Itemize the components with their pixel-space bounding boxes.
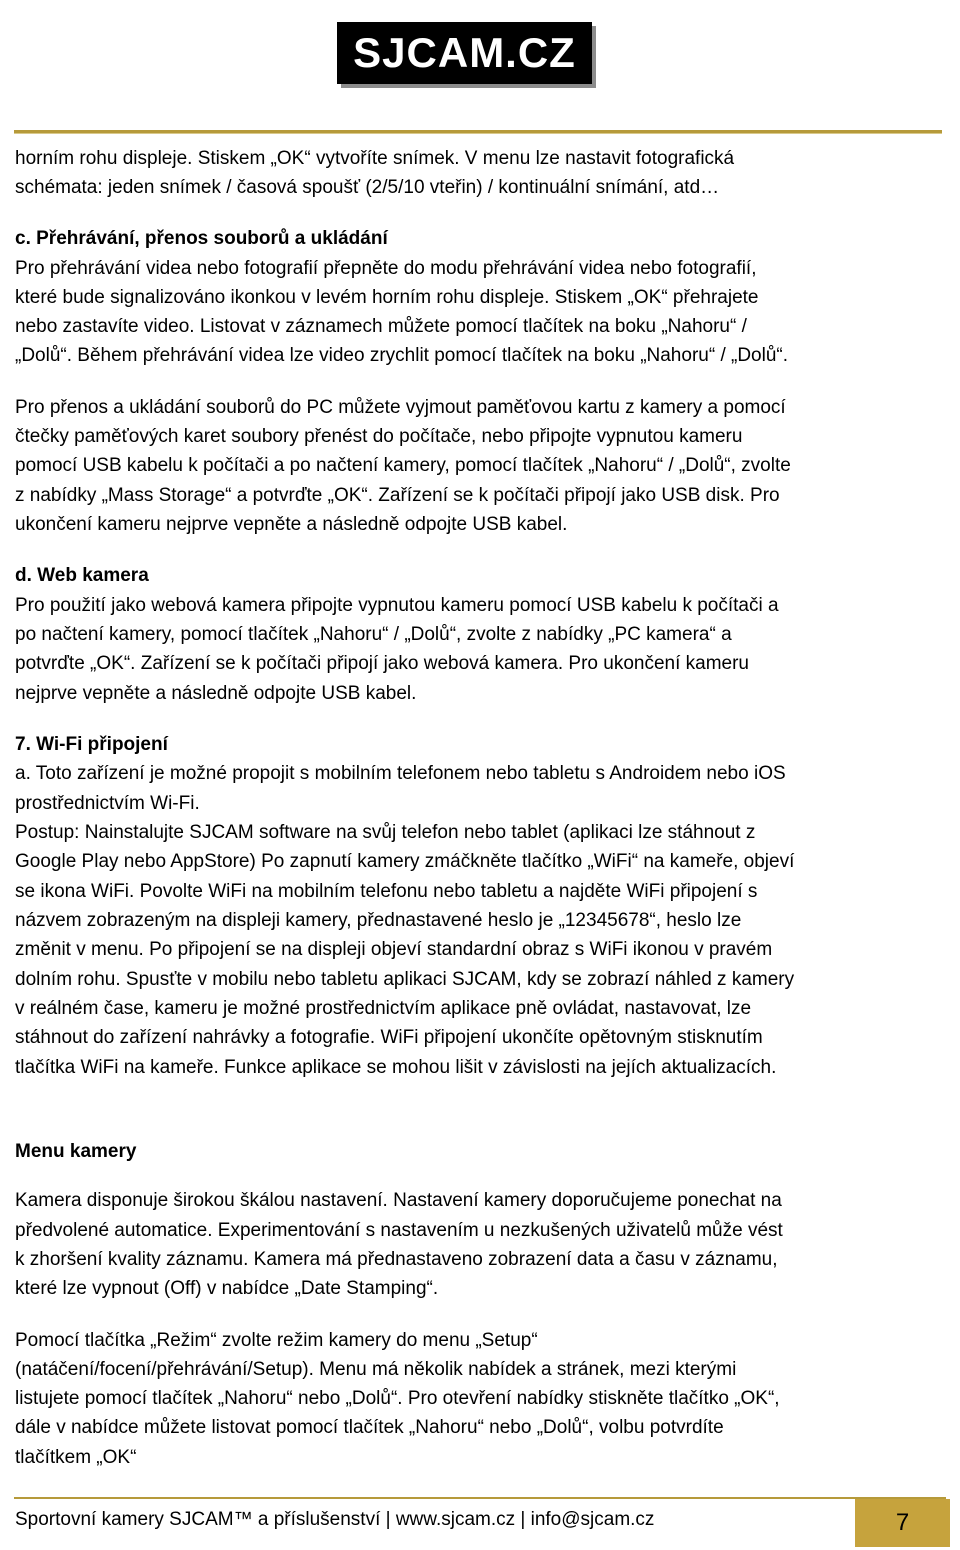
text-line: potvrďte „OK“. Zařízení se k počítači připojí jako webová kamera. Pro ukončení kameru — [15, 653, 749, 674]
logo — [337, 22, 592, 84]
text-line: tlačítkem „OK“ — [15, 1447, 137, 1468]
text-line: změnit v menu. Po připojení se na displeji objeví standardní obraz s WiFi ikonou v pravém — [15, 939, 773, 960]
text-line: „Dolů“. Během přehrávání videa lze video zrychlit pomocí tlačítek na boku „Nahoru“ / „Dolů“. — [15, 345, 789, 366]
text-line: dolním rohu. Spusťte v mobilu nebo tabletu aplikaci SJCAM, kdy se zobrazí náhled z kamery — [15, 969, 795, 990]
text-line: k zhoršení kvality záznamu. Kamera má přednastaveno zobrazení data a času v záznamu, — [15, 1249, 778, 1270]
logo-text: SJCAM.CZ — [337, 22, 592, 84]
text-line: které lze vypnout (Off) v nabídce „Date Stamping“. — [15, 1278, 439, 1299]
text-line: prostřednictvím Wi-Fi. — [15, 793, 200, 814]
section-heading: c. Přehrávání, přenos souborů a ukládání — [15, 228, 388, 249]
text-line: listujete pomocí tlačítek „Nahoru“ nebo „Dolů“. Pro otevření nabídky stiskněte tlačítko „OK“, — [15, 1388, 780, 1409]
text-line: tlačítka WiFi na kameře. Funkce aplikace se mohou lišit v závislosti na jejích aktualizacích. — [15, 1057, 777, 1078]
text-line: dále v nabídce můžete listovat pomocí tlačítek „Nahoru“ nebo „Dolů“, volbu potvrdíte — [15, 1417, 724, 1438]
footer-text: Sportovní kamery SJCAM™ a příslušenství | www.sjcam.cz | info@sjcam.cz — [15, 1509, 655, 1530]
section-heading: d. Web kamera — [15, 565, 149, 586]
text-line: schémata: jeden snímek / časová spoušť (2/5/10 vteřin) / kontinuální snímání, atd… — [15, 177, 720, 198]
text-line: a. Toto zařízení je možné propojit s mobilním telefonem nebo tabletu s Androidem nebo iOS — [15, 763, 786, 784]
text-line: Pro použití jako webová kamera připojte vypnutou kameru pomocí USB kabelu k počítači a — [15, 595, 779, 616]
text-line: které bude signalizováno ikonkou v levém horním rohu displeje. Stiskem „OK“ přehrajete — [15, 287, 759, 308]
text-line: Pomocí tlačítka „Režim“ zvolte režim kamery do menu „Setup“ — [15, 1330, 538, 1351]
text-line: nebo zastavíte video. Listovat v záznamech můžete pomocí tlačítek na boku „Nahoru“ / — [15, 316, 747, 337]
footer-divider — [14, 1497, 946, 1499]
section-heading: 7. Wi-Fi připojení — [15, 734, 168, 755]
header-divider — [14, 130, 942, 134]
text-line: z nabídky „Mass Storage“ a potvrďte „OK“. Zařízení se k počítači připojí jako USB disk. Pro — [15, 485, 780, 506]
text-line: předvolené automatice. Experimentování s nastavením u nezkušených uživatelů může vést — [15, 1220, 783, 1241]
text-line: Pro přenos a ukládání souborů do PC můžete vyjmout paměťovou kartu z kamery a pomocí — [15, 397, 786, 418]
text-line: čtečky paměťových karet soubory přenést do počítače, nebo připojte vypnutou kameru — [15, 426, 743, 447]
text-line: horním rohu displeje. Stiskem „OK“ vytvoříte snímek. V menu lze nastavit fotografická — [15, 148, 735, 169]
text-line: Pro přehrávání videa nebo fotografií přepněte do modu přehrávání videa nebo fotografií, — [15, 258, 757, 279]
text-line: názvem zobrazeným na displeji kamery, přednastavené heslo je „12345678“, heslo lze — [15, 910, 742, 931]
section-heading: Menu kamery — [15, 1141, 137, 1162]
text-line: po načtení kamery, pomocí tlačítek „Nahoru“ / „Dolů“, zvolte z nabídky „PC kamera“ a — [15, 624, 732, 645]
text-line: nejprve vepněte a následně odpojte USB kabel. — [15, 683, 417, 704]
text-line: Kamera disponuje širokou škálou nastavení. Nastavení kamery doporučujeme ponechat na — [15, 1190, 782, 1211]
text-line: stáhnout do zařízení nahrávky a fotografie. WiFi připojení ukončíte opětovným stisknutím — [15, 1027, 763, 1048]
text-line: Postup: Nainstalujte SJCAM software na svůj telefon nebo tablet (aplikaci lze stáhnout z — [15, 822, 756, 843]
text-line: ukončení kameru nejprve vepněte a následně odpojte USB kabel. — [15, 514, 568, 535]
text-line: se ikona WiFi. Povolte WiFi na mobilním telefonu nebo tabletu a najděte WiFi připojení s — [15, 881, 758, 902]
text-line: v reálném čase, kameru je možné prostřednictvím aplikace pně ovládat, nastavovat, lze — [15, 998, 752, 1019]
page-number: 7 — [855, 1499, 950, 1547]
text-line: pomocí USB kabelu k počítači a po načtení kamery, pomocí tlačítek „Nahoru“ / „Dolů“, zvolte — [15, 455, 791, 476]
text-line: (natáčení/focení/přehrávání/Setup). Menu má několik nabídek a stránek, mezi kterými — [15, 1359, 737, 1380]
text-line: Google Play nebo AppStore) Po zapnutí kamery zmáčkněte tlačítko „WiFi“ na kameře, objeví — [15, 851, 795, 872]
